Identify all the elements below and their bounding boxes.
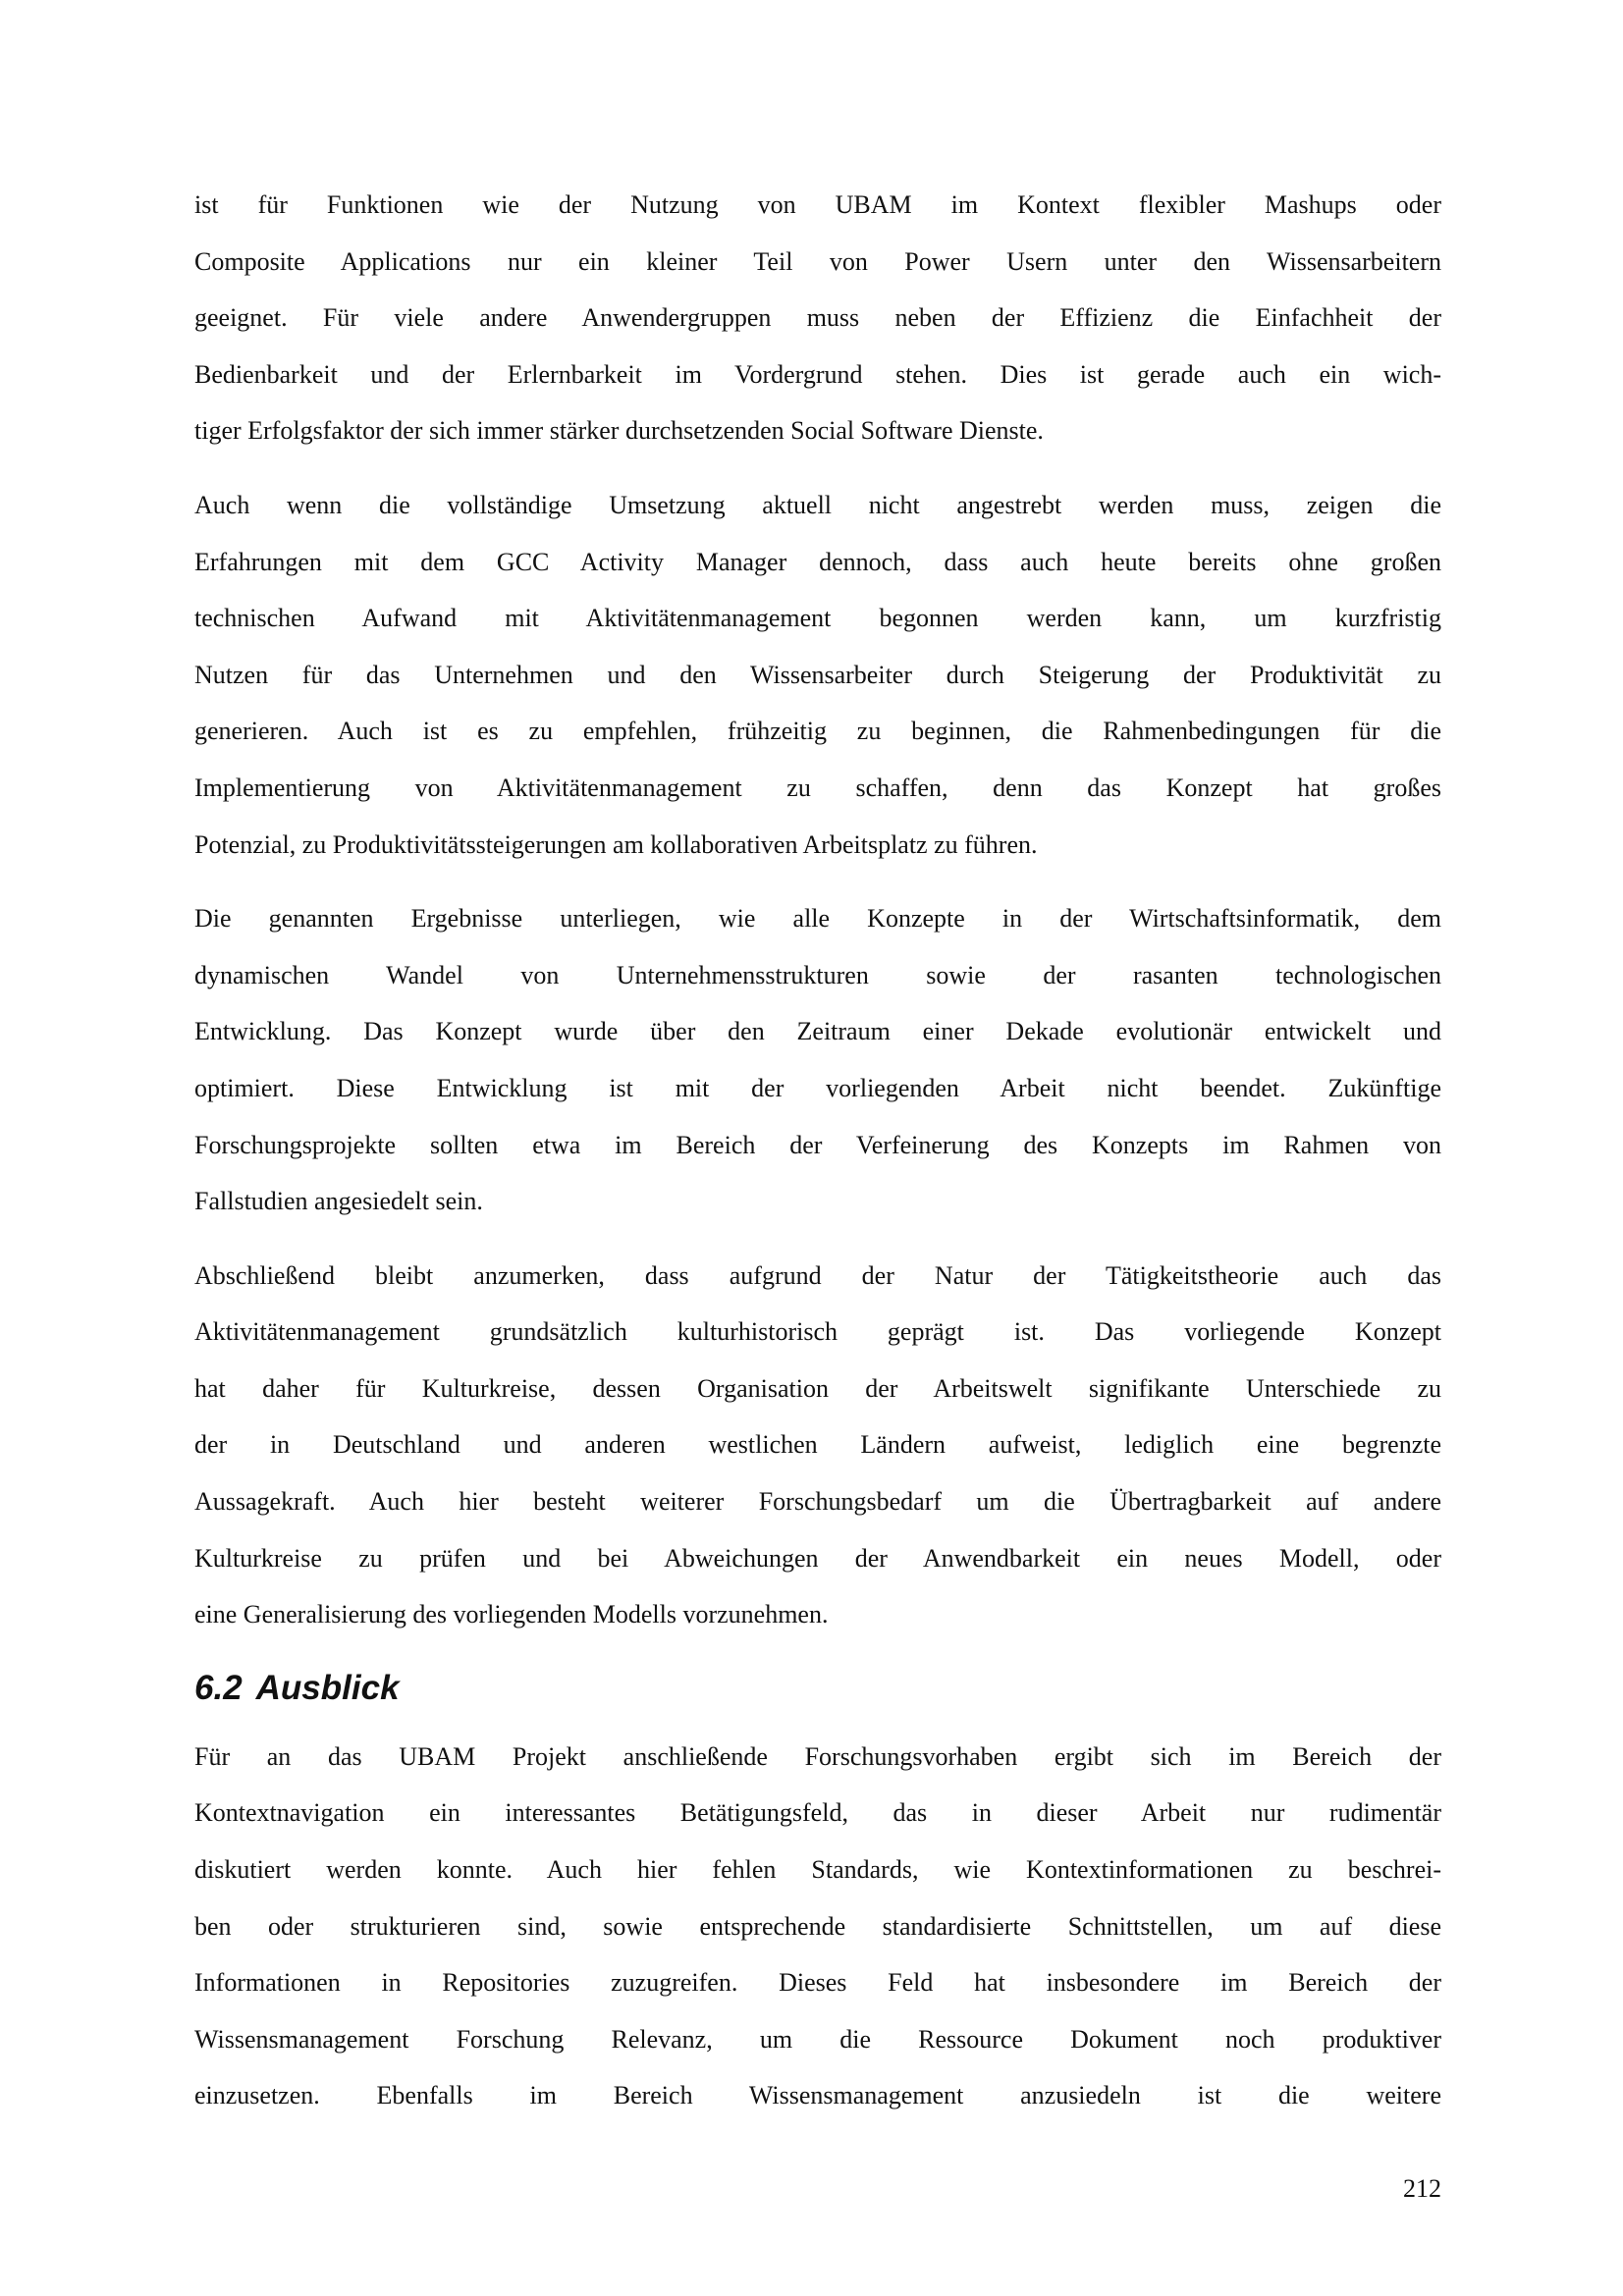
text-line: geeignet. Für viele andere Anwendergruppen muss neben der Effizienz die Einfachheit der (194, 303, 1441, 333)
text-line: ist für Funktionen wie der Nutzung von UBAM im Kontext flexibler Mashups oder (194, 190, 1441, 219)
text-line: ben oder strukturieren sind, sowie entsprechende standardisierte Schnittstellen, um auf diese (194, 1911, 1441, 1941)
text-line: Abschließend bleibt anzumerken, dass aufgrund der Natur der Tätigkeitstheorie auch das (194, 1260, 1441, 1290)
text-line: Nutzen für das Unternehmen und den Wissensarbeiter durch Steigerung der Produktivität zu (194, 660, 1441, 689)
paragraph (194, 477, 1441, 873)
paragraph (194, 1729, 1441, 2124)
text-line: Für an das UBAM Projekt anschließende Forschungsvorhaben ergibt sich im Bereich der (194, 1741, 1441, 1771)
paragraph (194, 1248, 1441, 1643)
text-line: optimiert. Diese Entwicklung ist mit der vorliegenden Arbeit nicht beendet. Zukünftige (194, 1073, 1441, 1102)
paragraph (194, 890, 1441, 1230)
text-line: Bedienbarkeit und der Erlernbarkeit im Vordergrund stehen. Dies ist gerade auch ein wich- (194, 359, 1441, 389)
text-line: tiger Erfolgsfaktor der sich immer stärker durchsetzenden Social Software Dienste. (194, 416, 1044, 446)
page-body (194, 177, 1441, 2142)
text-line: Implementierung von Aktivitätenmanagement zu schaffen, denn das Konzept hat großes (194, 773, 1441, 802)
text-line: Potenzial, zu Produktivitätssteigerungen am kollaborativen Arbeitsplatz zu führen. (194, 829, 1038, 859)
text-line: Auch wenn die vollständige Umsetzung aktuell nicht angestrebt werden muss, zeigen die (194, 490, 1441, 519)
page-number: 212 (1403, 2174, 1441, 2203)
text-line: Informationen in Repositories zuzugreifen. Dieses Feld hat insbesondere im Bereich der (194, 1968, 1441, 1998)
text-line: Forschungsprojekte sollten etwa im Bereich der Verfeinerung des Konzepts im Rahmen von (194, 1130, 1441, 1159)
text-line: eine Generalisierung des vorliegenden Modells vorzunehmen. (194, 1600, 829, 1629)
section-conclusion-text (194, 177, 1441, 1643)
text-line: Aussagekraft. Auch hier besteht weiterer Forschungsbedarf um die Übertragbarkeit auf andere (194, 1487, 1441, 1517)
text-line: technischen Aufwand mit Aktivitätenmanagement begonnen werden kann, um kurzfristig (194, 604, 1441, 633)
paragraph (194, 177, 1441, 459)
text-line: Die genannten Ergebnisse unterliegen, wie alle Konzepte in der Wirtschaftsinformatik, dem (194, 904, 1441, 934)
section-outlook-text (194, 1729, 1441, 2124)
text-line: Fallstudien angesiedelt sein. (194, 1187, 483, 1216)
text-line: der in Deutschland und anderen westlichen Ländern aufweist, lediglich eine begrenzte (194, 1430, 1441, 1460)
text-line: hat daher für Kulturkreise, dessen Organisation der Arbeitswelt signifikante Unterschiede zu (194, 1373, 1441, 1403)
text-line: Aktivitätenmanagement grundsätzlich kulturhistorisch geprägt ist. Das vorliegende Konzept (194, 1317, 1441, 1347)
text-line: einzusetzen. Ebenfalls im Bereich Wissensmanagement anzusiedeln ist die weitere (194, 2081, 1441, 2110)
text-line: Entwicklung. Das Konzept wurde über den Zeitraum einer Dekade evolutionär entwickelt und (194, 1017, 1441, 1046)
section-heading (194, 1661, 1441, 1715)
text-line: generieren. Auch ist es zu empfehlen, frühzeitig zu beginnen, die Rahmenbedingungen für die (194, 717, 1441, 746)
section-number: 6.2 (194, 1668, 243, 1707)
text-line: dynamischen Wandel von Unternehmensstrukturen sowie der rasanten technologischen (194, 960, 1441, 989)
text-line: Erfahrungen mit dem GCC Activity Manager dennoch, dass auch heute bereits ohne großen (194, 547, 1441, 576)
text-line: Wissensmanagement Forschung Relevanz, um die Ressource Dokument noch produktiver (194, 2024, 1441, 2054)
text-line: Kontextnavigation ein interessantes Betätigungsfeld, das in dieser Arbeit nur rudimentär (194, 1798, 1441, 1828)
section-title: Ausblick (255, 1668, 400, 1707)
text-line: Kulturkreise zu prüfen und bei Abweichungen der Anwendbarkeit ein neues Modell, oder (194, 1543, 1441, 1573)
text-line: diskutiert werden konnte. Auch hier fehlen Standards, wie Kontextinformationen zu beschrei- (194, 1855, 1441, 1885)
text-line: Composite Applications nur ein kleiner Teil von Power Usern unter den Wissensarbeitern (194, 246, 1441, 276)
